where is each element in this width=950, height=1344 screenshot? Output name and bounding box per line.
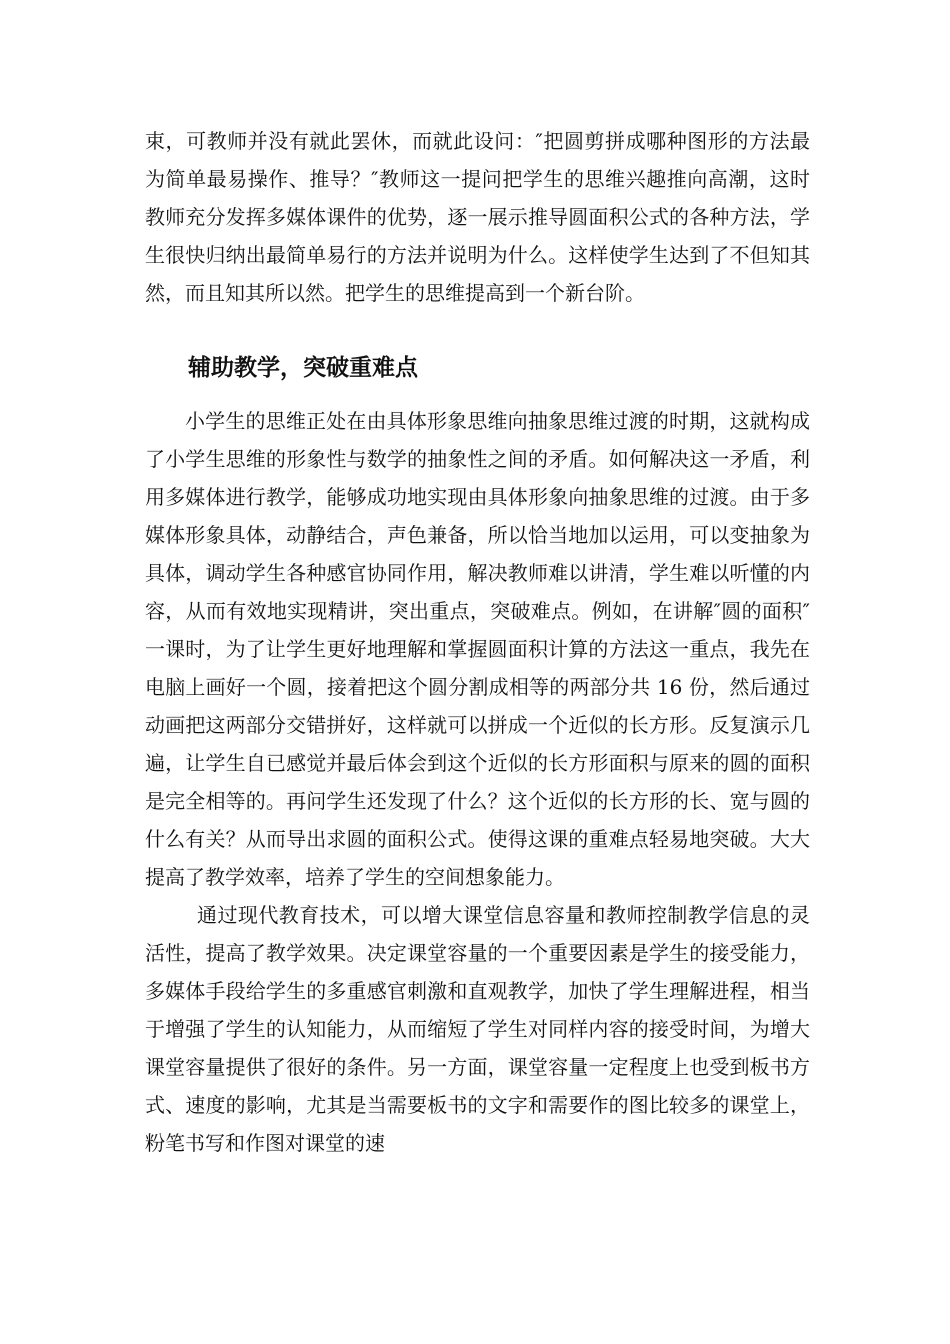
paragraph-multimedia-teaching: 小学生的思维正处在由具体形象思维向抽象思维过渡的时期，这就构成了小学生思维的形象性与数学的抽象性之间的矛盾。如何解决这一矛盾，利用多媒体进行教学，能够成功地实现由具体形象向抽象思维的过渡。由于多媒体形象具体，动静结合，声色兼备，所以恰当地加以运用，可以变抽象为具体，调动学生各种感官协同作用，解决教师难以讲清，学生难以听懂的内容，从而有效地实现精讲，突出重点，突破难点。例如，在讲解″圆的面积″一课时，为了让学生更好地理解和掌握圆面积计算的方法这一重点，我先在电脑上画好一个圆，接着把这个圆分割成相等的两部分共 16 份，然后通过动画把这两部分交错拼好，这样就可以拼成一个近似的长方形。反复演示几遍，让学生自已感觉并最后体会到这个近似的长方形面积与原来的圆的面积是完全相等的。再问学生还发现了什么？这个近似的长方形的长、宽与圆的什么有关？从而导出求圆的面积公式。使得这课的重难点轻易地突破。大大提高了教学效率，培养了学生的空间想象能力。: [145, 409, 810, 889]
paragraph-classroom-capacity: 通过现代教育技术，可以增大课堂信息容量和教师控制教学信息的灵活性，提高了教学效果。决定课堂容量的一个重要因素是学生的接受能力，多媒体手段给学生的多重感官刺激和直观教学，加快了学生理解进程，相当于增强了学生的认知能力，从而缩短了学生对同样内容的接受时间，为增大课堂容量提供了很好的条件。另一方面，课堂容量一定程度上也受到板书方式、速度的影响，尤其是当需要板书的文字和需要作的图比较多的课堂上，粉笔书写和作图对课堂的速: [145, 903, 810, 1155]
document-body: [145, 122, 810, 1162]
section-heading: 辅助教学，突破重难点: [188, 355, 418, 381]
paragraph-continuation: 束，可教师并没有就此罢休，而就此设问：″把圆剪拼成哪种图形的方法最为简单最易操作、推导？″教师这一提问把学生的思维兴趣推向高潮，这时教师充分发挥多媒体课件的优势，逐一展示推导圆面积公式的各种方法，学生很快归纳出最简单易行的方法并说明为什么。这样使学生达到了不但知其然，而且知其所以然。把学生的思维提高到一个新台阶。: [145, 129, 810, 305]
